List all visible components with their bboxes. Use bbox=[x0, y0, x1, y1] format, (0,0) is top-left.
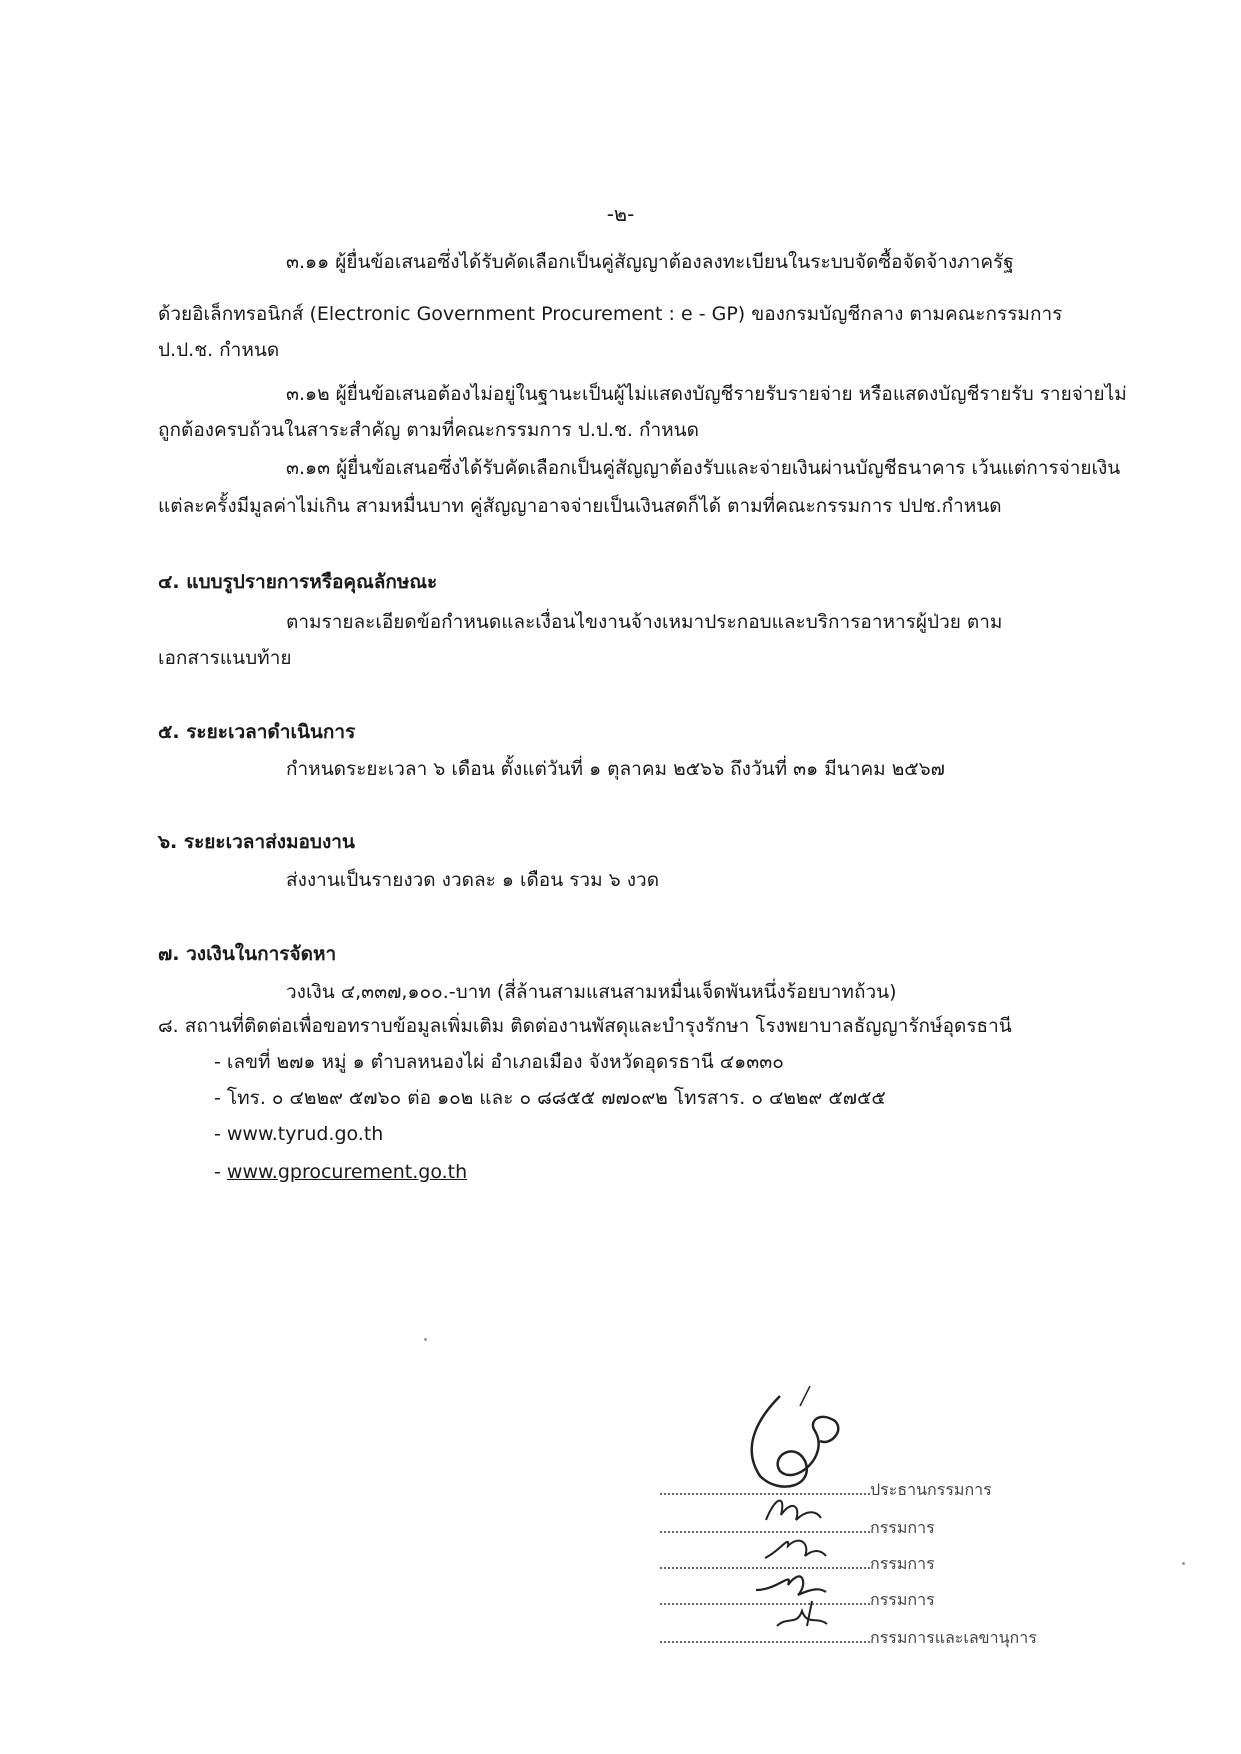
contact-website-2-link[interactable]: www.gprocurement.go.th bbox=[226, 1161, 468, 1183]
page-number: -๒- bbox=[606, 202, 635, 226]
signature-role-member-2: กรรมการ bbox=[870, 1554, 935, 1573]
clause-3-12-line-1: ๓.๑๒ ผู้ยื่นข้อเสนอต้องไม่อยู่ในฐานะเป็นผู้ไม่แสดงบัญชีรายรับรายจ่าย หรือแสดงบัญชีรายรับ รายจ่ายไม่ bbox=[286, 383, 1127, 405]
section-4-heading: ๔. แบบรูปรายการหรือคุณลักษณะ bbox=[158, 571, 438, 593]
scan-speck bbox=[424, 1338, 427, 1341]
clause-3-11-line-1: ๓.๑๑ ผู้ยื่นข้อเสนอซึ่งได้รับคัดเลือกเป็นคู่สัญญาต้องลงทะเบียนในระบบจัดซื้อจัดจ้างภาครัฐ bbox=[286, 251, 1014, 273]
signature-chairman-scribble bbox=[720, 1386, 880, 1506]
signature-role-member-3: กรรมการ bbox=[870, 1590, 935, 1609]
signature-row-secretary bbox=[660, 1626, 1037, 1651]
clause-3-11-line-3: ป.ป.ช. กำหนด bbox=[158, 339, 280, 361]
scan-speck bbox=[1182, 1562, 1185, 1565]
section-6-line-1: ส่งงานเป็นรายงวด งวดละ ๑ เดือน รวม ๖ งวด bbox=[286, 869, 660, 891]
clause-3-13-line-2: แต่ละครั้งมีมูลค่าไม่เกิน สามหมื่นบาท คู่สัญญาอาจจ่ายเป็นเงินสดก็ได้ ตามที่คณะกรรมการ ปปช.กำหนด bbox=[158, 495, 1002, 517]
contact-website-1: - www.tyrud.go.th bbox=[214, 1123, 384, 1145]
section-7-line-1: วงเงิน ๔,๓๓๗,๑๐๐.-บาท (สี่ล้านสามแสนสามหมื่นเจ็ดพันหนึ่งร้อยบาทถ้วน) bbox=[286, 981, 897, 1003]
section-8-line-1: ๘. สถานที่ติดต่อเพื่อขอทราบข้อมูลเพิ่มเติม ติดต่องานพัสดุและบำรุงรักษา โรงพยาบาลธัญญารักษ์อุดรธานี bbox=[158, 1015, 1012, 1037]
section-6-heading: ๖. ระยะเวลาส่งมอบงาน bbox=[158, 831, 355, 853]
section-5-heading: ๕. ระยะเวลาดำเนินการ bbox=[158, 721, 356, 743]
section-5-line-1: กำหนดระยะเวลา ๖ เดือน ตั้งแต่วันที่ ๑ ตุลาคม ๒๕๖๖ ถึงวันที่ ๓๑ มีนาคม ๒๕๖๗ bbox=[286, 758, 945, 780]
contact-address: - เลขที่ ๒๗๑ หมู่ ๑ ตำบลหนองไผ่ อำเภอเมือง จังหวัดอุดรธานี ๔๑๓๓๐ bbox=[214, 1051, 784, 1073]
contact-website-2-prefix: - bbox=[214, 1161, 227, 1183]
contact-website-2-row bbox=[214, 1158, 467, 1186]
signature-secretary-scribble bbox=[772, 1596, 832, 1636]
clause-3-11-line-2: ด้วยอิเล็กทรอนิกส์ (Electronic Government Procurement : e - GP) ของกรมบัญชีกลาง ตามคณะกรรมการ bbox=[158, 303, 1063, 325]
signature-role-chairman: ประธานกรรมการ bbox=[870, 1480, 992, 1499]
clause-3-13-line-1: ๓.๑๓ ผู้ยื่นข้อเสนอซึ่งได้รับคัดเลือกเป็นคู่สัญญาต้องรับและจ่ายเงินผ่านบัญชีธนาคาร เว้นแต่การจ่ายเงิน bbox=[286, 457, 1121, 479]
section-7-heading: ๗. วงเงินในการจัดหา bbox=[158, 943, 337, 965]
section-4-line-2: เอกสารแนบท้าย bbox=[158, 647, 292, 669]
signature-role-member-1: กรรมการ bbox=[870, 1518, 935, 1537]
signature-member-1-scribble bbox=[756, 1490, 826, 1530]
signature-role-secretary: กรรมการและเลขานุการ bbox=[870, 1628, 1037, 1647]
clause-3-12-line-2: ถูกต้องครบถ้วนในสาระสำคัญ ตามที่คณะกรรมการ ป.ป.ช. กำหนด bbox=[158, 419, 699, 441]
contact-phone: - โทร. ๐ ๔๒๒๙ ๕๗๖๐ ต่อ ๑๐๒ และ ๐ ๘๘๕๕ ๗๗๐๙๒ โทรสาร. ๐ ๔๒๒๙ ๕๗๕๕ bbox=[214, 1087, 886, 1109]
section-4-line-1: ตามรายละเอียดข้อกำหนดและเงื่อนไขงานจ้างเหมาประกอบและบริการอาหารผู้ป่วย ตาม bbox=[286, 611, 1003, 633]
